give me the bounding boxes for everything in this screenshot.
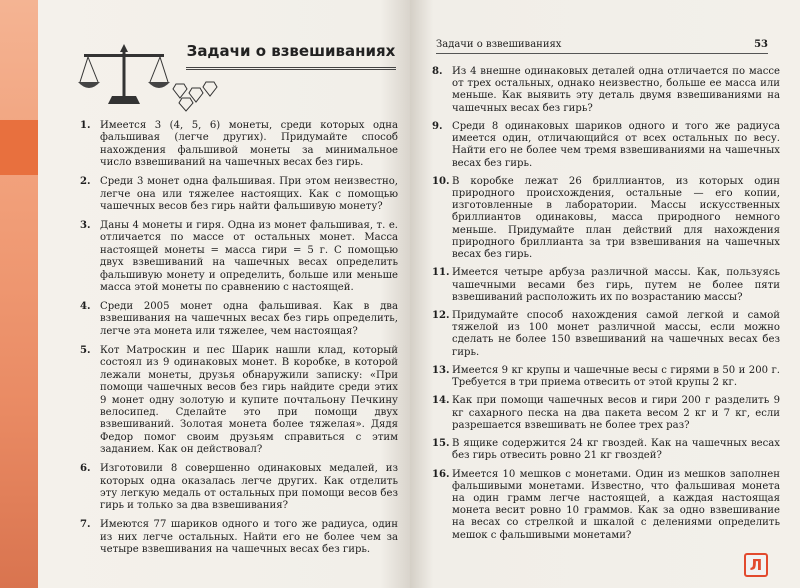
problem-text: Имеется 10 мешков с монетами. Один из мешков заполнен фальшивыми монетами. Известно, что фальшивая монета на один грамм легче настоящей, а каждая настоящая монета весит ровно 10 граммов. Как за одно взвешивание на весах со стрелкой и шкалой с делениями определить мешок с фальшивыми монетами?: [452, 468, 780, 541]
problem-item: [432, 176, 780, 261]
page-number: 53: [754, 39, 768, 50]
publisher-logo: [744, 553, 768, 577]
problem-number: 8.: [432, 66, 443, 77]
problem-text: Даны 4 монеты и гиря. Одна из монет фальшивая, т. е. отличается по массе от остальных монет. Масса настоящей монеты = масса гири = 5 г. С помощью двух взвешиваний на чашечных весах определить фальшивую монету и определить, больше или меньше масса этой монеты по сравнению с настоящей.: [100, 220, 398, 294]
problem-item: [80, 519, 398, 556]
problem-text: Придумайте способ нахождения самой легкой и самой тяжелой из 100 монет различной массы, если можно сделать не более 150 взвешиваний на чашечных весах без гирь.: [452, 310, 780, 358]
problem-list-right: [432, 66, 780, 548]
book-edge-strip: [0, 0, 38, 588]
problem-number: 14.: [432, 395, 450, 407]
problem-text: Имеется 3 (4, 5, 6) монеты, среди которых одна фальшивая (легче других). Придумайте способ нахождения фальшивой монеты за минимальное число взвешиваний на чашечных весах без гирь.: [100, 120, 398, 169]
problem-text: Имеется четыре арбуза различной массы. Как, пользуясь чашечными весами без гирь, путем не более пяти взвешиваний расположить их по возрастанию массы?: [452, 267, 780, 303]
problem-number: 7.: [80, 519, 91, 531]
chapter-title-text: Задачи о взвешиваниях: [186, 42, 396, 60]
problem-list-left: [80, 120, 398, 563]
problem-item: [432, 310, 780, 359]
chapter-title: [186, 36, 396, 70]
problem-number: 13.: [432, 364, 450, 376]
problem-text: Из 4 внешне одинаковых деталей одна отличается по массе от трех остальных, однако неизвестно, больше ее масса или меньше. Как выявить эту деталь двумя взвешиваниями на чашечных весах без гирь?: [452, 66, 780, 114]
problem-text: В коробке лежат 26 бриллиантов, из которых один природного происхождения, остальные — его копии, изготовленные в лаборатории. Массы искусственных бриллиантов одинаковы, масса природного немного меньше. Придумайте план действий для нахождения природного бриллианта за три взвешивания на чашечных весах без гирь.: [452, 175, 780, 261]
problem-text: Кот Матроскин и пес Шарик нашли клад, который состоял из 9 одинаковых монет. В коробке, в которой лежали монеты, друзья обнаружили записку: «При помощи чашечных весов без гирь найдите среди этих 9 монет одну золотую и купите почтальону Печкину велосипед. Сделайте это при помощи двух взвешиваний. Золотая монета более тяжелая». Дядя Федор помог своим друзьям справиться с этим заданием. Как он действовал?: [100, 344, 398, 456]
left-page: [38, 0, 410, 588]
problem-item: [432, 66, 780, 115]
publisher-logo-letter: Л: [749, 556, 763, 574]
problem-text: Имеются 77 шариков одного и того же радиуса, один из них легче остальных. Найти его не более чем за четыре взвешивания на чашечных весах без гирь.: [100, 519, 398, 556]
problem-text: Имеется 9 кг крупы и чашечные весы с гирями в 50 и 200 г. Требуется в три приема отвесить от этой крупы 2 кг.: [452, 364, 780, 389]
problem-number: 9.: [432, 120, 443, 132]
problem-number: 12.: [432, 310, 450, 322]
problem-item: [432, 395, 780, 432]
problem-number: 3.: [80, 220, 91, 232]
strip-band: [0, 120, 38, 175]
problem-item: [432, 267, 780, 304]
problem-item: [432, 469, 780, 542]
problem-number: 5.: [80, 344, 91, 356]
problem-number: 11.: [432, 267, 450, 279]
problem-text: Среди 2005 монет одна фальшивая. Как в два взвешивания на чашечных весах без гирь определить, легче эта монета или тяжелее, чем настоящая?: [100, 301, 398, 337]
problem-item: [80, 176, 398, 213]
problem-item: [432, 438, 780, 462]
problem-text: Изготовили 8 совершенно одинаковых медалей, из которых одна оказалась легче других. Как отделить эту легкую медаль от остальных при помощи весов без гирь и только за два взвешивания?: [100, 463, 398, 512]
problem-item: [432, 365, 780, 389]
problem-text: Как при помощи чашечных весов и гири 200 г разделить 9 кг сахарного песка на два пакета весом 2 кг и 7 кг, если разрешается взвешивать не более трех раз?: [452, 395, 780, 431]
problem-number: 2.: [80, 176, 91, 188]
problem-item: [80, 301, 398, 338]
problem-text: Среди 3 монет одна фальшивая. При этом неизвестно, легче она или тяжелее настоящих. Как с помощью чашечных весов без гирь найти фальшивую монету?: [100, 176, 398, 213]
problem-item: [80, 120, 398, 170]
problem-number: 15.: [432, 438, 450, 450]
problem-item: [80, 345, 398, 457]
problem-item: [80, 463, 398, 513]
problem-item: [432, 121, 780, 170]
problem-number: 1.: [80, 120, 91, 131]
problem-text: Среди 8 одинаковых шариков одного и того же радиуса имеется один, отличающийся от всех остальных по весу. Найти его не более чем тремя взвешиваниями на чашечных весах без гирь.: [452, 120, 780, 169]
running-head-title: Задачи о взвешиваниях: [436, 39, 562, 50]
balance-scale-icon: [78, 38, 170, 108]
diamonds-icon: [170, 80, 220, 112]
right-page: [410, 0, 800, 588]
problem-number: 4.: [80, 301, 91, 313]
problem-item: [80, 220, 398, 294]
problem-number: 6.: [80, 463, 91, 475]
problem-number: 16.: [432, 468, 450, 480]
problem-number: 10.: [432, 175, 450, 187]
running-head: [436, 38, 768, 54]
problem-text: В ящике содержится 24 кг гвоздей. Как на чашечных весах без гирь отвесить ровно 21 кг гвоздей?: [452, 438, 780, 462]
